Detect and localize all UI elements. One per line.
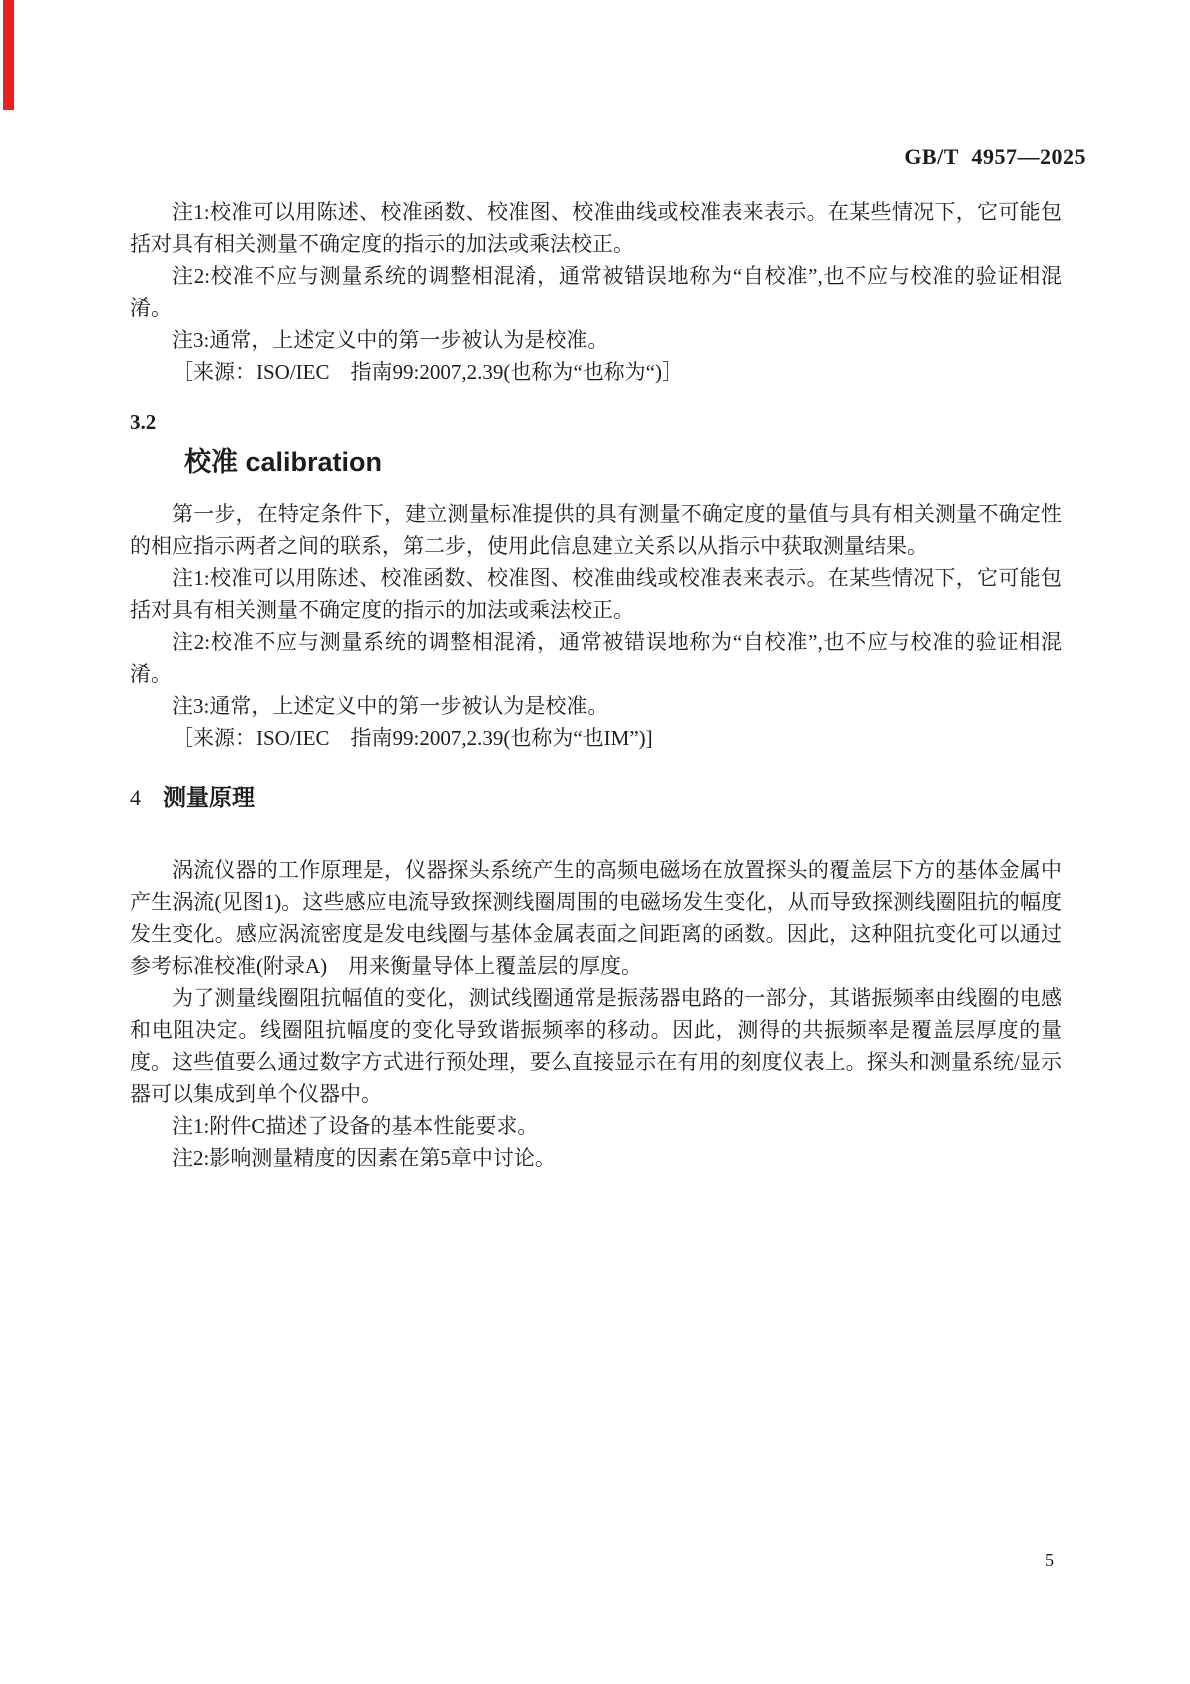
term-3-2-definition: 第一步，在特定条件下，建立测量标准提供的具有测量不确定度的量值与具有相关测量不确定性的相应指示两者之间的联系，第二步，使用此信息建立关系以从指示中获取测量结果。 xyxy=(130,502,1062,558)
clause-4-title: 测量原理 xyxy=(163,784,255,810)
clause-4-number: 4 xyxy=(130,785,141,810)
standard-code: GB/T 4957—2025 xyxy=(904,144,1086,169)
term-3-1-note-1: 注1:校准可以用陈述、校准函数、校准图、校准曲线或校准表来表示。在某些情况下，它可能包括对具有相关测量不确定度的指示的加法或乘法校正。 xyxy=(130,200,1062,256)
clause-4-paragraph-1: 涡流仪器的工作原理是，仪器探头系统产生的高频电磁场在放置探头的覆盖层下方的基体金属中产生涡流(见图1)。这些感应电流导致探测线圈周围的电磁场发生变化，从而导致探测线圈阻抗的幅度发生变化。感应涡流密度是发电线圈与基体金属表面之间距离的函数。因此，这种阻抗变化可以通过参考标准校准(附录A) 用来衡量导体上覆盖层的厚度。 xyxy=(130,858,1062,978)
term-3-1-note-3: 注3:通常，上述定义中的第一步被认为是校准。 xyxy=(172,328,609,352)
scan-edge-red-mark xyxy=(3,0,14,110)
term-3-2-number: 3.2 xyxy=(130,410,157,434)
clause-4-note-2: 注2:影响测量精度的因素在第5章中讨论。 xyxy=(172,1146,556,1170)
term-3-1-source: ［来源：ISO/IEC 指南99:2007,2.39(也称为“也称为“)］ xyxy=(172,360,683,384)
term-3-2-note-2: 注2:校准不应与测量系统的调整相混淆，通常被错误地称为“自校准”,也不应与校准的验证相混淆。 xyxy=(130,630,1062,686)
term-3-2-note-3: 注3:通常，上述定义中的第一步被认为是校准。 xyxy=(172,694,609,718)
clause-4-paragraph-2: 为了测量线圈阻抗幅值的变化，测试线圈通常是振荡器电路的一部分，其谐振频率由线圈的电感和电阻决定。线圈阻抗幅度的变化导致谐振频率的移动。因此，测得的共振频率是覆盖层厚度的量度。这些值要么通过数字方式进行预处理，要么直接显示在有用的刻度仪表上。探头和测量系统/显示器可以集成到单个仪器中。 xyxy=(130,986,1062,1106)
clause-4-note-1: 注1:附件C描述了设备的基本性能要求。 xyxy=(172,1114,539,1138)
term-3-2-heading: 校准 calibration xyxy=(184,447,383,477)
term-3-2-source: ［来源：ISO/IEC 指南99:2007,2.39(也称为“也IM”)] xyxy=(172,726,653,750)
term-3-2-note-1: 注1:校准可以用陈述、校准函数、校准图、校准曲线或校准表来表示。在某些情况下，它可能包括对具有相关测量不确定度的指示的加法或乘法校正。 xyxy=(130,566,1062,622)
page-number: 5 xyxy=(1045,1550,1054,1570)
term-3-1-note-2: 注2:校准不应与测量系统的调整相混淆，通常被错误地称为“自校准”,也不应与校准的验证相混淆。 xyxy=(130,264,1062,320)
page-content xyxy=(130,196,1062,1174)
clause-4-heading xyxy=(130,780,1062,818)
